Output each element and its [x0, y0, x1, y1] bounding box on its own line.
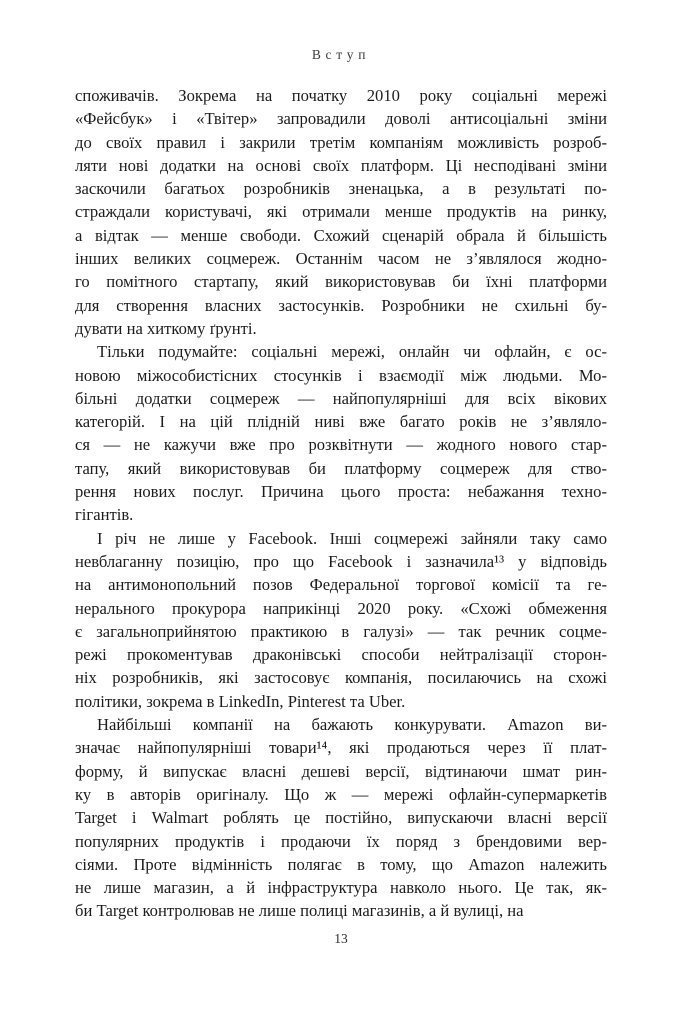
paragraph — [75, 713, 607, 923]
text-line: є загальноприйнятою практикою в галузі» — так речник соцме- — [75, 621, 607, 641]
text-line: новою міжособистісних стосунків і взаємодії між людьми. Мо- — [75, 365, 607, 385]
text-line: значає найпопулярніші товари¹⁴, які продаються через її плат- — [75, 738, 607, 758]
text-line: рення нових послуг. Причина цього проста: небажання техно- — [75, 482, 607, 502]
text-line: а відтак — менше свободи. Схожий сценарій обрала й більшість — [75, 225, 607, 245]
text-line: Найбільші компанії на бажають конкурувати. Amazon ви- — [97, 715, 607, 735]
text-line: на антимонопольний позов Федеральної торгової комісії та ге- — [75, 575, 607, 595]
paragraph — [75, 84, 607, 340]
text-body — [75, 84, 607, 923]
text-line: сіями. Проте відмінність полягає в тому, що Amazon належить — [75, 854, 607, 874]
text-line: більні додатки соцмереж — найпопулярніші для всіх вікових — [75, 388, 607, 408]
text-line: форму, й випускає власні дешеві версії, відтинаючи шмат рин- — [75, 761, 607, 781]
running-head: Вступ — [311, 47, 371, 62]
text-line: інших великих соцмереж. Останнім часом не з’являлося жодно- — [75, 249, 607, 269]
text-line: заскочили багатьох розробників зненацька, а в результаті по- — [75, 179, 607, 199]
text-line: режі прокоментував драконівські способи нейтралізації сторон- — [75, 645, 607, 665]
text-line: ку в авторів оригіналу. Що ж — мережі офлайн-супермаркетів — [75, 784, 607, 804]
text-line: до своїх правил і закрили третім компаніям можливість розроб- — [75, 132, 607, 152]
text-line: дувати на хиткому ґрунті. — [75, 318, 257, 338]
text-line: нерального прокурора наприкінці 2020 року. «Схожі обмеження — [75, 598, 607, 618]
text-line: ляти нові додатки на основі своїх платформ. Ці несподівані зміни — [75, 155, 607, 175]
text-line: Target і Walmart роблять це постійно, випускаючи власні версії — [75, 808, 607, 828]
text-line: гігантів. — [75, 505, 134, 525]
text-line: го помітного стартапу, який використовував би їхні платформи — [75, 272, 607, 292]
text-line: популярних продуктів і продаючи їх поряд з брендовими вер- — [75, 831, 607, 851]
paragraph — [75, 527, 607, 713]
text-line: тапу, який використовував би платформу соцмереж для ство- — [75, 458, 607, 478]
text-line: «Фейсбук» і «Твітер» запровадили доволі антисоціальні зміни — [75, 109, 607, 129]
paragraph — [75, 340, 607, 526]
text-line: не лише магазин, а й інфраструктура навколо нього. Це так, як- — [75, 878, 607, 898]
text-line: Тільки подумайте: соціальні мережі, онлайн чи офлайн, є ос- — [97, 342, 607, 362]
text-line: для створення власних застосунків. Розробники не схильні бу- — [75, 295, 607, 315]
text-line: страждали користувачі, які отримали менше продуктів на ринку, — [75, 202, 607, 222]
page-number: 13 — [334, 931, 348, 946]
text-line: би Target контролював не лише полиці магазинів, а й вулиці, на — [75, 901, 524, 921]
text-line: політики, зокрема в LinkedIn, Pinterest та Uber. — [75, 691, 406, 711]
text-line: категорій. І на цій плідній ниві вже багато років не з’являло- — [75, 412, 607, 432]
text-line: споживачів. Зокрема на початку 2010 року соціальні мережі — [75, 86, 607, 105]
text-line: І річ не лише у Facebook. Інші соцмережі зайняли таку само — [97, 528, 607, 548]
text-line: ніх розробників, які застосовує компанія, посилаючись на схожі — [75, 668, 607, 688]
text-line: невблаганну позицію, про що Facebook і зазначила¹³ у відповідь — [75, 551, 607, 571]
text-line: ся — не кажучи вже про розквітнути — жодного нового стар- — [75, 435, 607, 455]
